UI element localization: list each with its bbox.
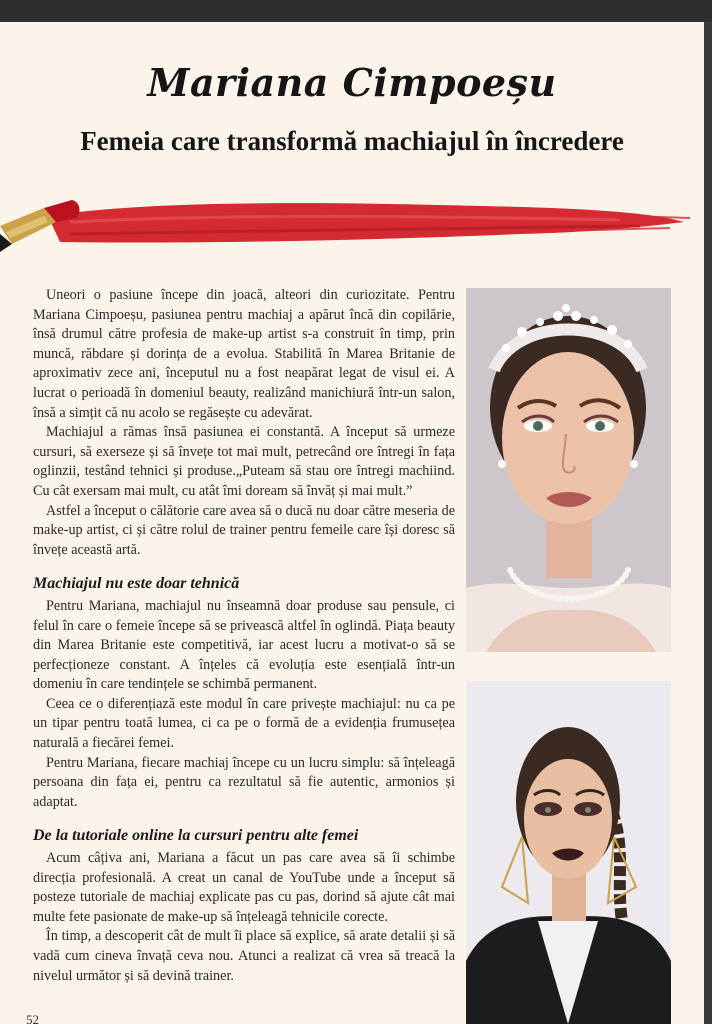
magazine-page [0, 22, 704, 1024]
page-number: 52 [26, 1012, 39, 1024]
lipstick-brush-stroke [0, 182, 704, 266]
section-paragraph: Pentru Mariana, fiecare machiaj începe cu un lucru simplu: să înțeleagă persoana din fața ei, pentru ca rezultatul să fie autentic, armonios și adaptat. [33, 754, 455, 810]
article-body [33, 286, 455, 986]
section-paragraph: Pentru Mariana, machiajul nu înseamnă doar produse sau pensule, ci felul în care o femeie începe să se privească altfel în oglindă. Piața beauty din Marea Britanie este competitivă, iar acest lucru a motivat-o să se perfecționeze constant. A înțeles că evoluția este esențială într-un domeniu în care tendințele se schimbă permanent. [33, 597, 455, 693]
section-heading: De la tutoriale online la cursuri pentru alte femei [33, 827, 359, 845]
intro-paragraph: Machiajul a rămas însă pasiunea ei constantă. A început să urmeze cursuri, să exerseze și să învețe tot mai mult, petrecând ore întregi în fața oglinzii, testând tehnici și produse.„Puteam să stau ore întregi machiind. Cu cât exersam mai mult, cu atât îmi doream să învăț și mai mult.” [33, 424, 455, 499]
dark-makeup-portrait-photo [466, 681, 671, 1024]
section-paragraph: Acum câțiva ani, Mariana a făcut un pas care avea să îi schimbe direcția profesională. A creat un canal de YouTube unde a început să posteze tutoriale de machiaj explicate pas cu pas, dorind să ajute cât mai multe fete pasionate de make-up să înțeleagă tehnicile corecte. [33, 850, 455, 925]
viewer-scrollbar[interactable] [704, 22, 712, 1024]
section-paragraph: Ceea ce o diferențiază este modul în care privește machiajul: nu ca pe un tipar pentru toată lumea, ci ca pe o formă de a evidenția frumusețea naturală a fiecărei femei. [33, 695, 455, 752]
bridal-portrait-photo [466, 288, 671, 652]
viewer-top-bar [0, 0, 712, 22]
intro-paragraph: Astfel a început o călătorie care avea să o ducă nu doar către meseria de make-up artist, ci și către rolul de trainer pentru femeile care își doresc să învețe această artă. [33, 502, 455, 558]
article-subtitle: Femeia care transformă machiajul în încredere [80, 126, 624, 156]
section-paragraph: În timp, a descoperit cât de mult îi place să explice, să arate detalii și să vadă cum cineva învață ceva nou. Atunci a realizat că vrea să treacă la nivelul următor și să devină trainer. [33, 928, 455, 984]
article-title: Mariana Cimpoeșu [147, 60, 557, 105]
intro-paragraph: Uneori o pasiune începe din joacă, alteori din curiozitate. Pentru Mariana Cimpoeșu, pasiunea pentru machiaj a apărut încă din copilărie, însă drumul către profesia de make-up artist s-a construit în timp, prin muncă, răbdare și dorința de a evolua. Stabilită în Marea Britanie de aproximativ zece ani, începutul nu a fost neapărat legat de visul ei. A lucrat o perioadă în domeniul beauty, realizând manichiură într-un salon, însă a simțit că nu acolo se regăsește cu adevărat. [33, 287, 455, 421]
section-heading: Machiajul nu este doar tehnică [33, 575, 240, 593]
